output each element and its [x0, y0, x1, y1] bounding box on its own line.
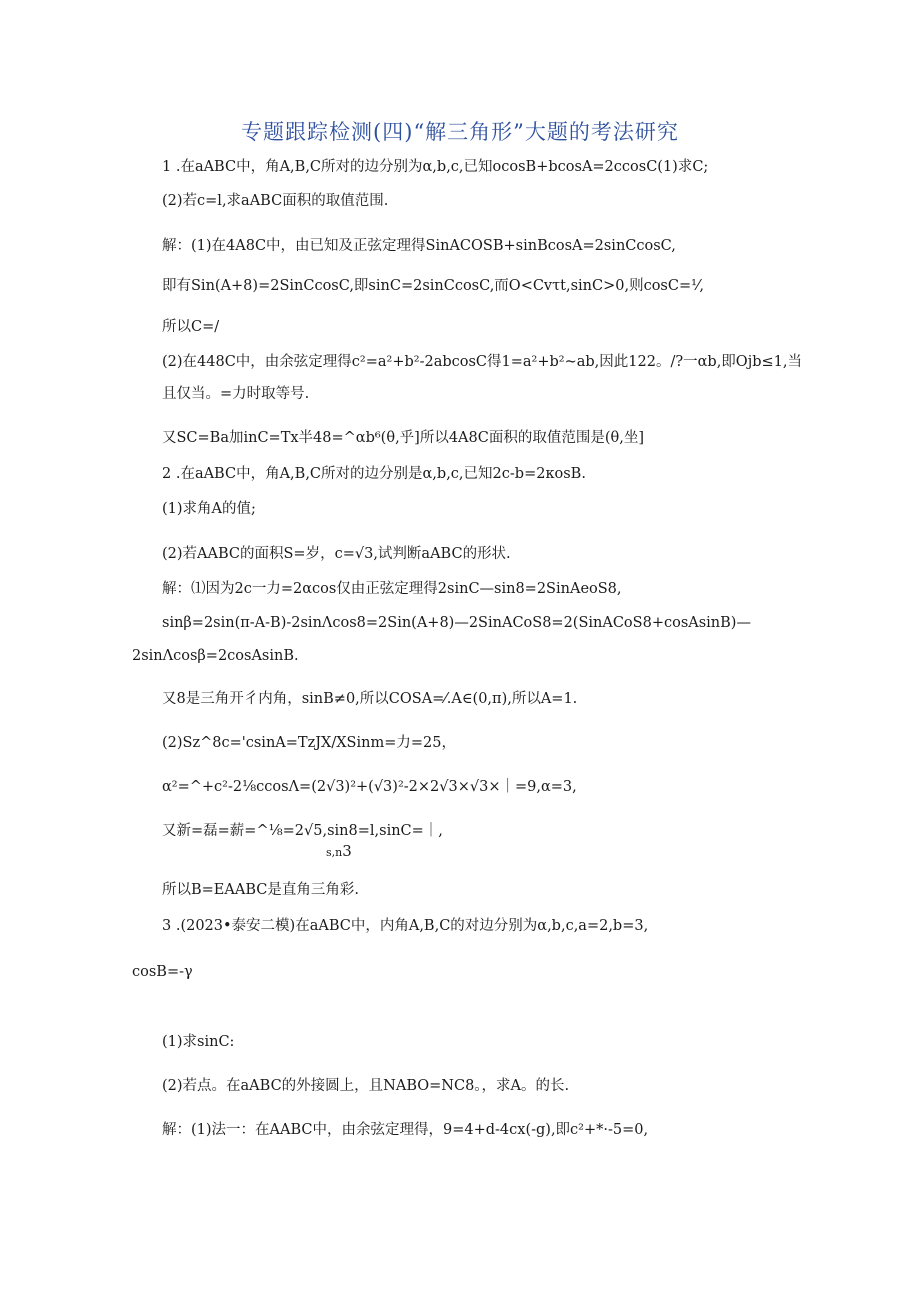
problem-2-solution-line-7: 又新=磊=薪=^⅛=2√5,sin8=l,sinC=｜,: [162, 823, 443, 839]
problem-3-statement: 3 .(2023•泰安二模)在aABC中，内角A,B,C的对边分别为α,b,c,a=2,b=3,: [162, 918, 649, 934]
problem-1-solution-line-4: (2)在448C中，由余弦定理得c²=a²+b²-2abcosC得1=a²+b²~ab,因此122。/?一αb,即Ojb≤1,当: [162, 354, 802, 370]
problem-2-solution-line-6: α²=^+c²-2⅛ccosΛ=(2√3)²+(√3)²-2×2√3×√3×｜=9,α=3,: [162, 779, 577, 795]
problem-1-statement: 1 .在aABC中，角A,B,C所对的边分别为α,b,c,已知ocosB+bcosA=2ccosC(1)求C;: [162, 159, 709, 175]
problem-1-solution-line-6: 又SC=Ba加inC=Tx半48=^αb⁶(θ,乎]所以4A8C面积的取值范围是(θ,坐]: [162, 430, 645, 446]
page-title: 专题跟踪检测(四)“解三角形”大题的考法研究: [241, 120, 679, 144]
problem-1-part-2: (2)若c=l,求aABC面积的取值范围.: [162, 193, 389, 209]
problem-2-solution-line-8: 所以B=EAABC是直角三角彩.: [162, 882, 359, 898]
problem-3-part-2: (2)若点。在aABC的外接圆上，且NABO=NC8。，求A。的长.: [162, 1078, 570, 1094]
problem-1-solution-line-1: 解：(1)在4A8C中，由已知及正弦定理得SinACOSB+sinBcosA=2sinCcosC,: [162, 238, 676, 254]
problem-2-part-2: (2)若AABC的面积S=岁，c=√3,试判断aABC的形状.: [162, 546, 511, 562]
problem-2-solution-line-1: 解：⑴因为2c一力=2αcos仅由正弦定理得2sinC—sin8=2SinAeoS8,: [162, 581, 622, 597]
problem-2-solution-line-2: sinβ=2sin(π-A-B)-2sinΛcos8=2Sin(A+8)—2SinACoS8=2(SinACoS8+cosAsinB)—: [162, 615, 751, 631]
problem-3-part-1: (1)求sinC:: [162, 1034, 235, 1050]
problem-1-solution-line-2: 即有Sin(A+8)=2SinCcosC,即sinC=2sinCcosC,而O<Cvτt,sinC>0,则cosC=⅟,: [162, 278, 704, 294]
fraction-denominator: [326, 842, 352, 860]
problem-2-solution-line-3: 2sinΛcosβ=2cosAsinB.: [132, 648, 299, 664]
problem-2-part-1: (1)求角A的值;: [162, 501, 256, 517]
problem-1-solution-line-3: 所以C=/: [162, 319, 220, 335]
problem-1-solution-line-5: 且仅当。=力时取等号.: [162, 386, 310, 402]
fraction-denominator-small: s,n: [326, 846, 343, 859]
problem-3-given-cos: cosB=-γ: [132, 964, 193, 980]
problem-2-statement: 2 .在aABC中，角A,B,C所对的边分别是α,b,c,已知2c-b=2κosB.: [162, 466, 586, 482]
problem-2-solution-line-4: 又8是三角开彳内角，sinB≠0,所以COSA=⁄.A∈(0,π),所以A=1.: [162, 691, 578, 707]
fraction-denominator-big: 3: [342, 842, 352, 860]
problem-2-solution-line-5: (2)Sz^8c='csinA=TzJX/XSinm=力=25，: [162, 735, 456, 751]
problem-3-solution-line-1: 解：(1)法一：在AABC中，由余弦定理得，9=4+d-4cx(-g),即c²+*·-5=0,: [162, 1122, 649, 1138]
